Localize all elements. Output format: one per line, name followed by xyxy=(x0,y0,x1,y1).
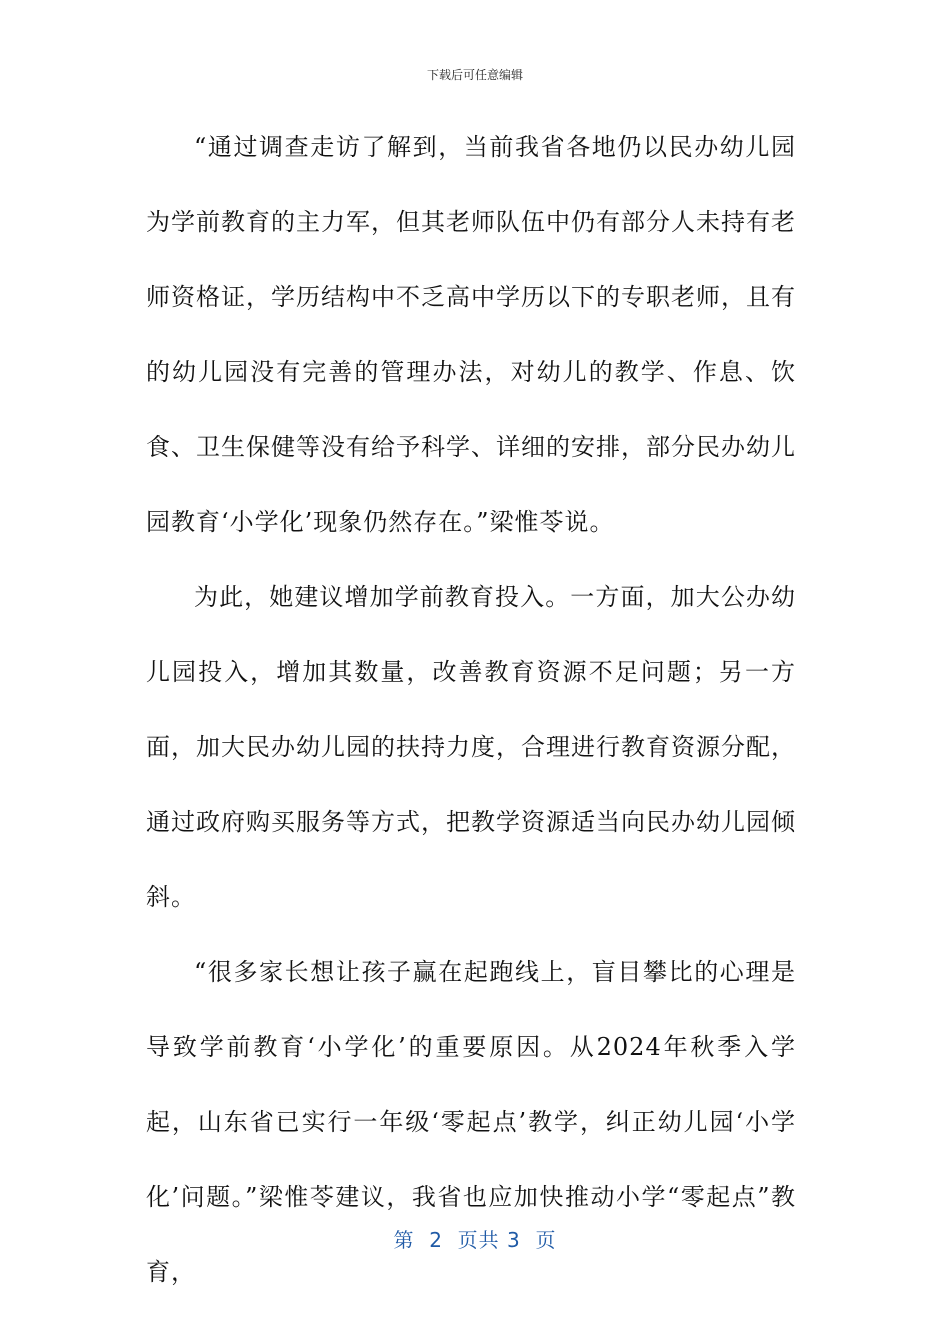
header-note: 下载后可任意编辑 xyxy=(426,68,523,82)
paragraph: 为此，她建议增加学前教育投入。一方面，加大公办幼儿园投入，增加其数量，改善教育资源不足问题；另一方面，加大民办幼儿园的扶持力度，合理进行教育资源分配，通过政府购买服务等方式，把教学资源适当向民办幼儿园倾斜。 xyxy=(146,583,796,911)
page-number-footer: 第 2 页共 3 页 xyxy=(393,1228,557,1252)
document-body xyxy=(146,110,796,1310)
paragraph: “通过调查走访了解到，当前我省各地仍以民办幼儿园为学前教育的主力军，但其老师队伍中仍有部分人未持有老师资格证，学历结构中不乏高中学历以下的专职老师，且有的幼儿园没有完善的管理办法，对幼儿的教学、作息、饮食、卫生保健等没有给予科学、详细的安排，部分民办幼儿园教育‘小学化’现象仍然存在。”梁惟苓说。 xyxy=(146,133,796,536)
paragraph: “很多家长想让孩子赢在起跑线上，盲目攀比的心理是导致学前教育‘小学化’的重要原因。从2024年秋季入学起，山东省已实行一年级‘零起点’教学，纠正幼儿园‘小学化’问题。”梁惟苓建议，我省也应加快推动小学“零起点”教育， xyxy=(146,958,796,1286)
